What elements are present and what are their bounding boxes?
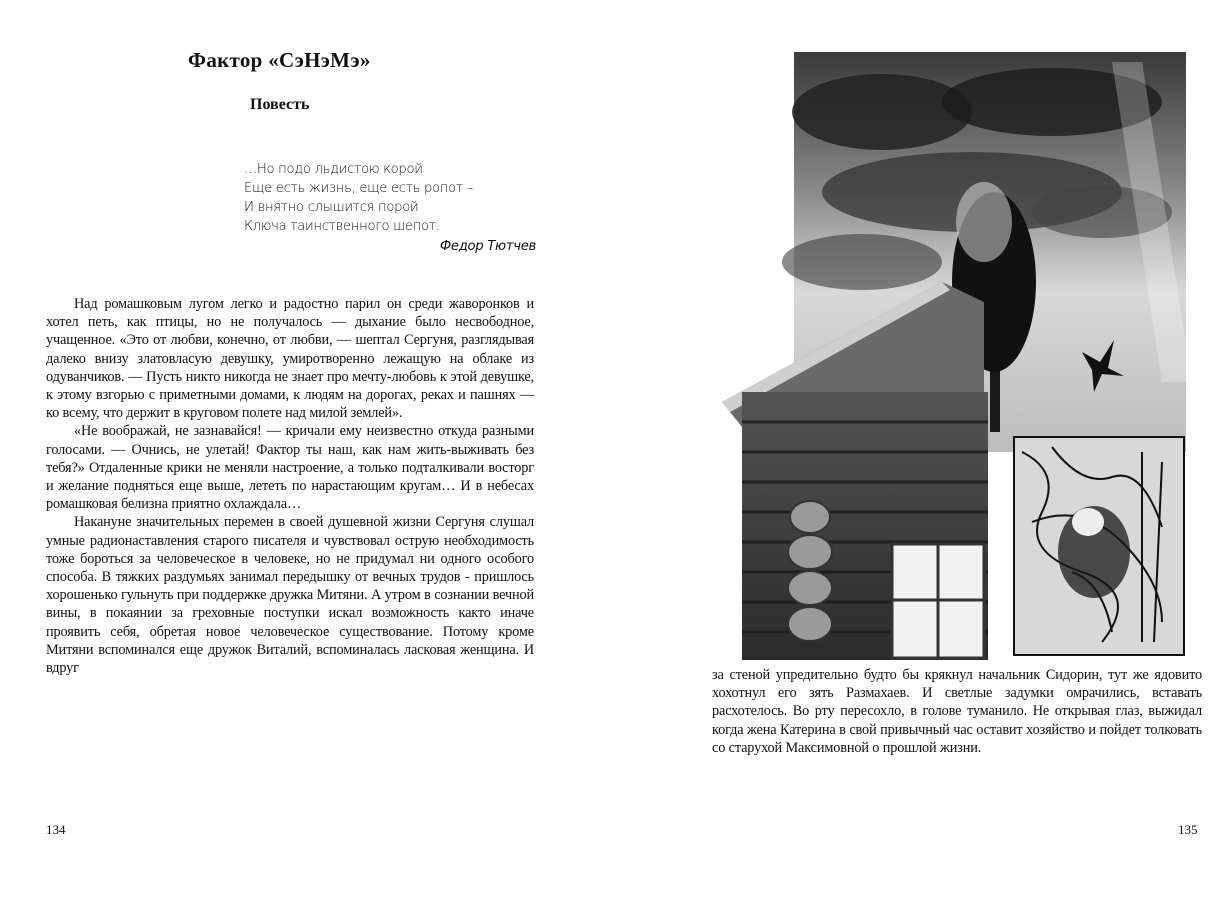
right-page-body [712,666,1202,757]
paragraph: Над ромашковым лугом легко и радостно парил он среди жаворонков и хотел петь, как птицы, но не получалось — дыхание было несвободное, учащенное. «Это от любви, конечно, от любви, — шептал Сергуня, разглядывая далеко внизу златовласую девушку, умиротворенно лежащую на облаке из одуванчиков. — Пусть никто никогда не знает про мечту-любовь к этой девушке, к этому взгорью с приметными домами, к людям на дорогах, реках и пашнях — ко всему, что держит в круговом полете над милой землей». [46,296,534,422]
left-page [0,0,614,900]
collage-illustration-icon [722,52,1196,660]
page-number-right: 135 [1178,822,1198,837]
paragraph: «Не воображай, не зазнавайся! — кричали ему неизвестно откуда разными голосами. — Очнись, не улетай! Фактор ты наш, как нам жить-выживать без тебя?» Отдаленные крики не меняли настроение, а только подталкивали восторг и желание подняться еще выше, лететь по нарастающим кругам… И в небесах ромашковая белизна приятно охлаждала… [46,423,534,513]
story-subtitle: Повесть [250,96,310,113]
left-page-body [46,295,534,677]
epigraph [244,160,536,256]
paragraph: Накануне значительных перемен в своей душевной жизни Сергуня слушал умные радионаставления старого писателя и чувствовал острую необходимость тоже бороться за человеческое в человеке, но не придумал ни одного особого способа. В тяжких раздумьях занимал передышку от вечных трудов - пришлось хорошенько гульнуть при поддержке дружка Митяни. А утром в сознании вечной вины, в покаянии за греховные поступки искал возможность както иначе проявить себя, обретая новое человеческое существование. Потому кроме Митяни вспоминался еще дружок Виталий, вспоминалась ласковая женщина. И вдруг [46,514,534,677]
epigraph-line: И внятно слышится порой [244,200,419,215]
epigraph-line: Еще есть жизнь, еще есть ропот – [244,181,474,196]
epigraph-line: …Но подо льдистою корой [244,162,423,177]
epigraph-author: Федор Тютчев [439,239,536,254]
right-page [614,0,1229,900]
page-number-left: 134 [46,822,66,837]
story-title: Фактор «СэНэМэ» [188,48,371,72]
paragraph: за стеной упредительно будто бы крякнул начальник Сидорин, тут же ядовито хохотнул его зять Размахаев. И светлые задумки омрачились, вставать расхотелось. Во рту пересохло, в голове туманило. Не открывая глаз, выжидал когда жена Катерина в свой привычный час оставит хозяйство и пойдет толковать со старухой Максимовной о прошлой жизни. [712,667,1202,756]
epigraph-line: Ключа таинственного шепот. [244,219,440,234]
